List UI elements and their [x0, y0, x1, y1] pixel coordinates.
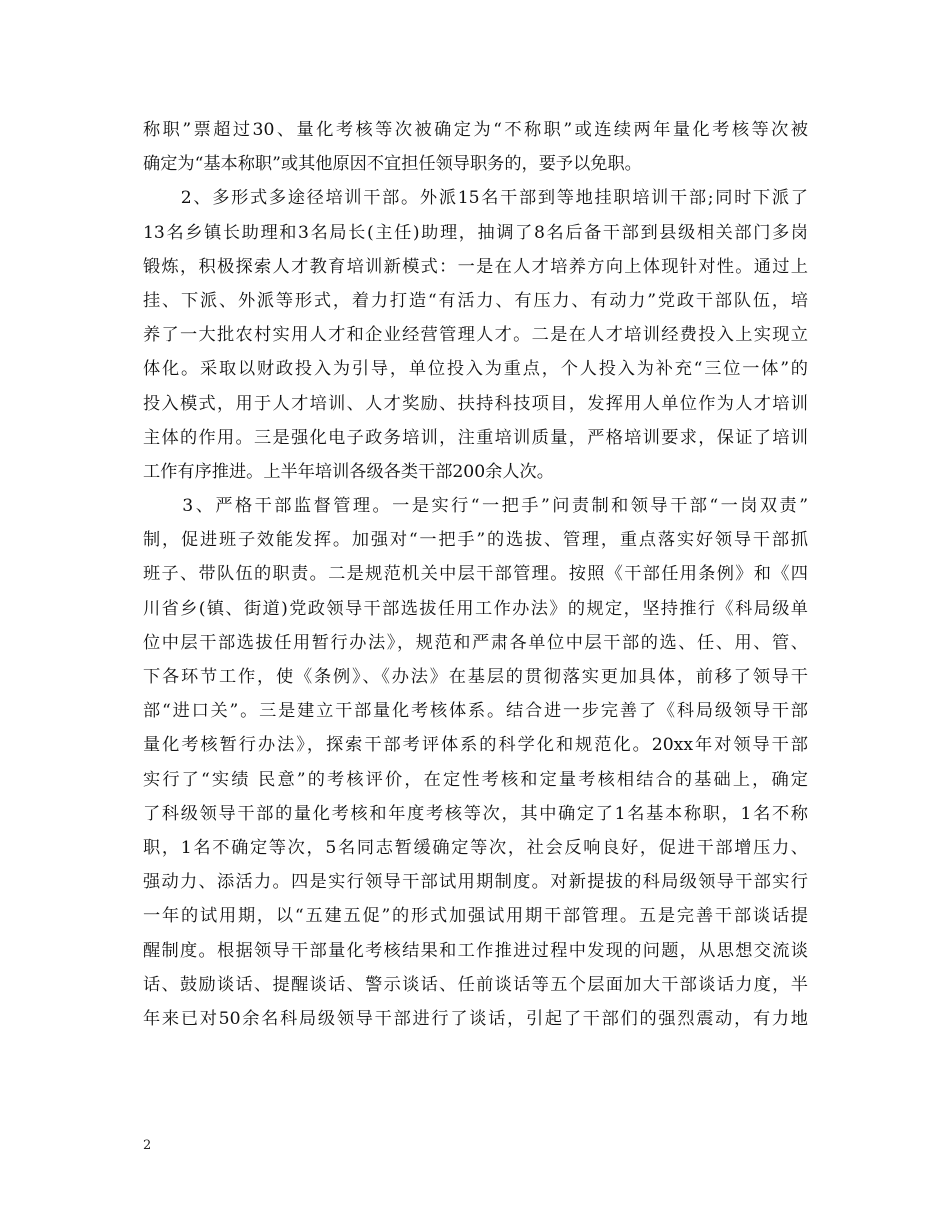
text-line: 3、严格干部监督管理。一是实行“一把手”问责制和领导干部“一岗双责” [143, 496, 808, 517]
text-line: 部“进口关”。三是建立干部量化考核体系。结合进一步完善了《科局级领导干部 [143, 701, 808, 722]
text-line: 体化。采取以财政投入为引导，单位投入为重点，个人投入为补充“三位一体”的 [143, 359, 808, 380]
text-line: 量化考核暂行办法》，探索干部考评体系的科学化和规范化。20xx年对领导干部 [143, 735, 808, 756]
text-line: 13名乡镇长助理和3名局长(主任)助理，抽调了8名后备干部到县级相关部门多岗 [143, 222, 808, 243]
text-line: 班子、带队伍的职责。二是规范机关中层干部管理。按照《干部任用条例》和《四 [143, 564, 808, 585]
text-line: 醒制度。根据领导干部量化考核结果和工作推进过程中发现的问题，从思想交流谈 [143, 940, 808, 961]
text-line: 确定为“基本称职”或其他原因不宜担任领导职务的，要予以免职。 [143, 154, 642, 175]
text-line: 锻炼，积极探索人才教育培训新模式：一是在人才培养方向上体现针对性。通过上 [143, 256, 808, 277]
text-line: 2、多形式多途径培训干部。外派15名干部到等地挂职培训干部;同时下派了 [143, 188, 808, 209]
text-line: 位中层干部选拔任用暂行办法》，规范和严肃各单位中层干部的选、任、用、管、 [143, 632, 808, 653]
body-text [143, 113, 808, 1036]
text-line: 了科级领导干部的量化考核和年度考核等次，其中确定了1名基本称职，1名不称 [143, 803, 808, 824]
text-line: 投入模式，用于人才培训、人才奖励、扶持科技项目，发挥用人单位作为人才培训 [143, 393, 808, 414]
text-line: 实行了“实绩 民意”的考核评价，在定性考核和定量考核相结合的基础上，确定 [143, 769, 808, 790]
text-line: 主体的作用。三是强化电子政务培训，注重培训质量，严格培训要求，保证了培训 [143, 427, 808, 448]
text-line: 话、鼓励谈话、提醒谈话、警示谈话、任前谈话等五个层面加大干部谈话力度，半 [143, 974, 808, 995]
text-line: 下各环节工作，使《条例》、《办法》在基层的贯彻落实更加具体，前移了领导干 [143, 667, 808, 687]
text-line: 一年的试用期，以“五建五促”的形式加强试用期干部管理。五是完善干部谈话提 [143, 906, 808, 927]
text-line: 川省乡(镇、街道)党政领导干部选拔任用工作办法》的规定，坚持推行《科局级单 [143, 598, 808, 619]
text-line: 制，促进班子效能发挥。加强对“一把手”的选拔、管理，重点落实好领导干部抓 [143, 530, 808, 551]
text-line: 职，1名不确定等次，5名同志暂缓确定等次，社会反响良好，促进干部增压力、 [143, 837, 808, 858]
text-line: 称职”票超过30、量化考核等次被确定为“不称职”或连续两年量化考核等次被 [143, 120, 808, 140]
page-number: 2 [143, 1138, 152, 1153]
text-line: 年来已对50余名科局级领导干部进行了谈话，引起了干部们的强烈震动，有力地 [143, 1008, 808, 1029]
text-line: 工作有序推进。上半年培训各级各类干部200余人次。 [143, 461, 554, 482]
text-line: 挂、下派、外派等形式，着力打造“有活力、有压力、有动力”党政干部队伍，培 [143, 290, 808, 311]
text-line: 强动力、添活力。四是实行领导干部试用期制度。对新提拔的科局级领导干部实行 [143, 872, 808, 893]
text-line: 养了一大批农村实用人才和企业经营管理人才。二是在人才培训经费投入上实现立 [143, 325, 808, 346]
